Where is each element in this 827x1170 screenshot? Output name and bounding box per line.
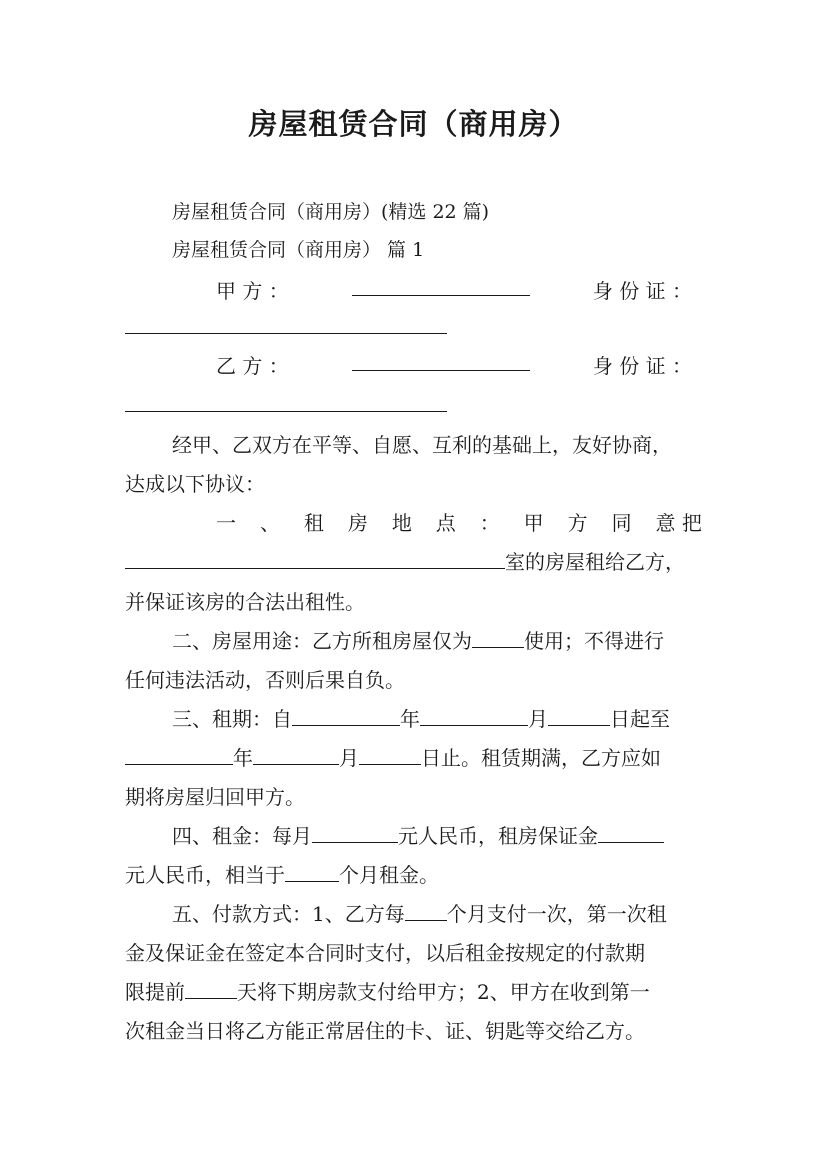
party-b-row — [216, 352, 692, 380]
address-blank — [125, 550, 505, 569]
party-b-id-blank — [125, 411, 447, 412]
subtitle-part: 房屋租赁合同（商用房） 篇 1 — [172, 239, 425, 261]
clause-4-line-1: 四、租金：每月 元人民币，租房保证金 — [172, 822, 772, 850]
clause-5-line-4: 次租金当日将乙方能正常居住的卡、证、钥匙等交给乙方。 — [125, 1019, 645, 1043]
clause-2-line-2: 任何违法活动，否则后果自负。 — [125, 668, 405, 692]
party-a-id-blank — [125, 333, 447, 334]
clause-1-line-1: 一 、 租 房 地 点 ： 甲 方 同 意 把 — [216, 511, 702, 535]
clause-3-line-2: 年 月 日止。租赁期满，乙方应如 — [125, 744, 725, 772]
clause-1-line-2: 室的房屋租给乙方， — [125, 548, 725, 576]
clause-5-line-1: 五、付款方式：1、乙方每 个月支付一次，第一次租 — [172, 902, 667, 926]
clause-4-line-2: 元人民币，相当于 个月租金。 — [125, 863, 439, 887]
party-a-blank — [352, 277, 530, 296]
document-title: 房屋租赁合同（商用房） — [248, 107, 579, 141]
clause-3-line-3: 期将房屋归回甲方。 — [125, 785, 305, 809]
party-a-row — [216, 277, 692, 305]
preamble-line-1: 经甲、乙双方在平等、自愿、互利的基础上，友好协商， — [172, 433, 672, 457]
clause-5-line-3: 限提前 天将下期房款支付给甲方；2、甲方在收到第一 — [125, 980, 650, 1004]
clause-5-line-2: 金及保证金在签定本合同时支付，以后租金按规定的付款期 — [125, 941, 645, 965]
clause-2-line-1: 二、房屋用途：乙方所租房屋仅为 使用；不得进行 — [172, 629, 664, 653]
subtitle-collection: 房屋租赁合同（商用房）(精选 22 篇) — [172, 201, 490, 223]
party-b-label: 乙 方 ： — [216, 354, 289, 378]
party-b-blank — [352, 352, 530, 371]
preamble-line-2: 达成以下协议： — [125, 472, 265, 496]
clause-1-line-3: 并保证该房的合法出租性。 — [125, 590, 365, 614]
clause-3-line-1: 三、租期：自 年 月 日起至 — [172, 707, 670, 731]
party-b-id-label: 身 份 证 ： — [592, 354, 692, 378]
party-a-label: 甲 方 ： — [216, 279, 289, 303]
party-a-id-label: 身 份 证 ： — [592, 279, 692, 303]
